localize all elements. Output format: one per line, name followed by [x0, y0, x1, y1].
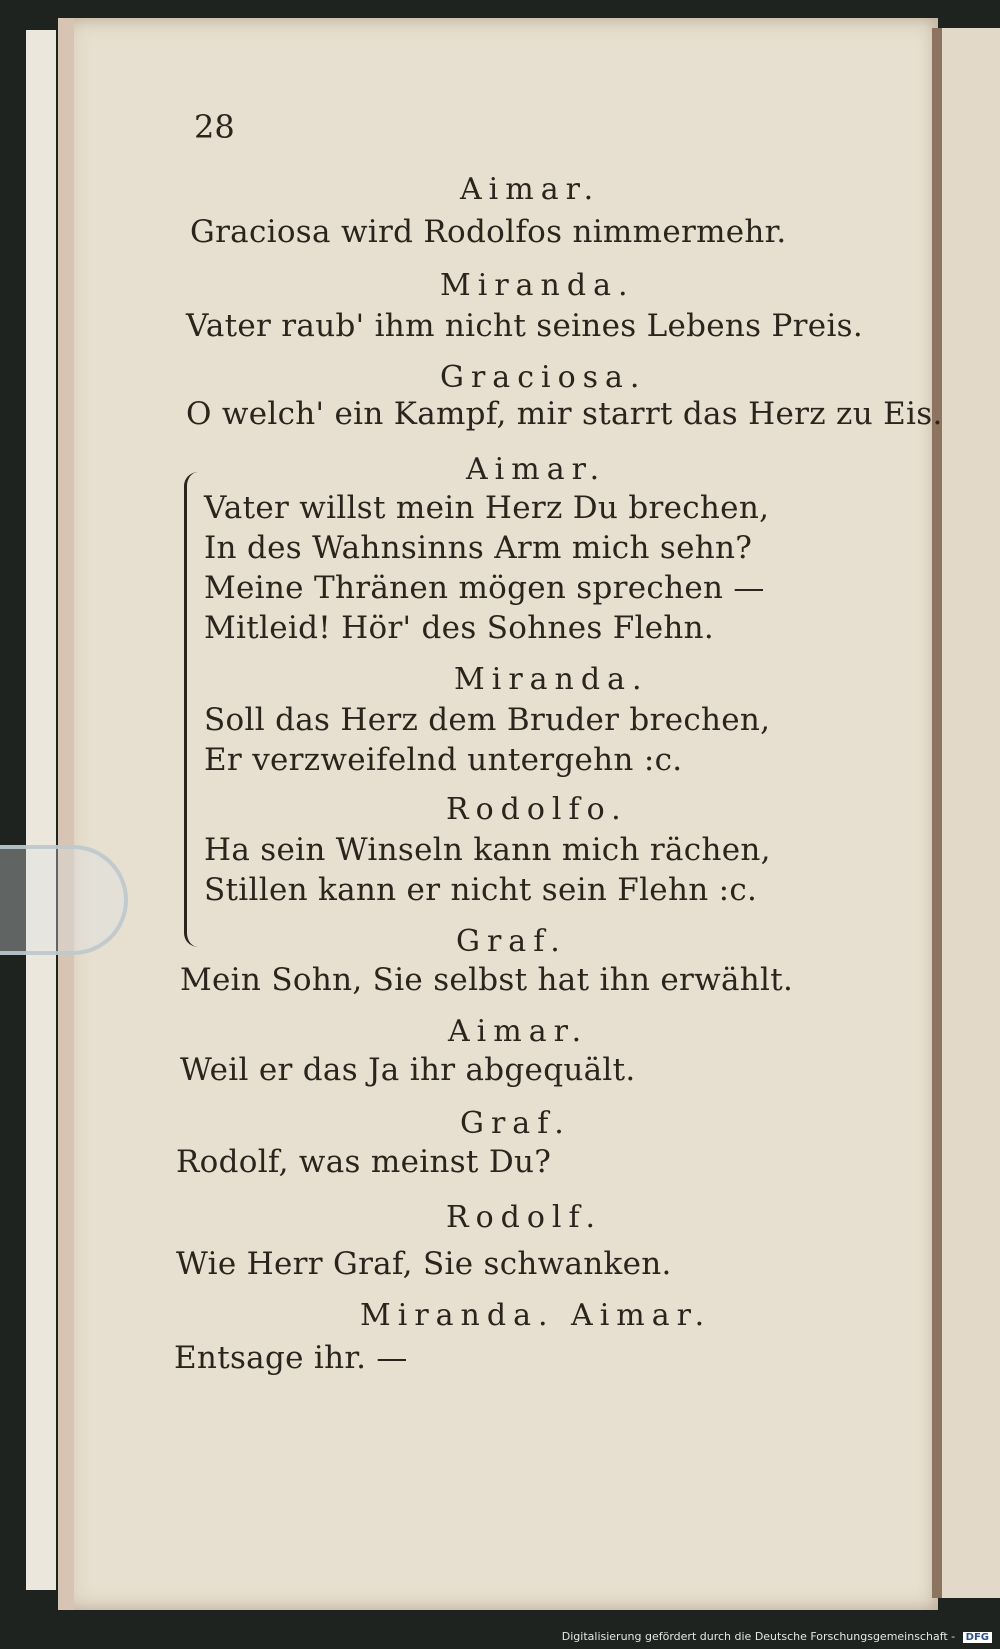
dialogue-line: Mein Sohn, Sie selbst hat ihn erwählt. [180, 962, 794, 998]
verse-brace [184, 472, 205, 947]
dialogue-line: Weil er das Ja ihr abgequält. [180, 1052, 636, 1088]
credit-text: Digitalisierung gefördert durch die Deutsche Forschungsgemeinschaft - [561, 1630, 956, 1643]
dialogue-line: Vater raub' ihm nicht seines Lebens Preis. [186, 308, 864, 344]
dialogue-line: Rodolf, was meinst Du? [176, 1144, 552, 1180]
book-gutter [932, 28, 942, 1598]
speaker-name: Graciosa. [440, 360, 647, 395]
speaker-name: Graf. [456, 924, 567, 959]
page-number: 28 [194, 108, 235, 146]
dialogue-line: Mitleid! Hör' des Sohnes Flehn. [204, 610, 715, 646]
speaker-name: Miranda. [440, 268, 635, 303]
speaker-name: Aimar. [460, 172, 601, 207]
speaker-name: Rodolf. [446, 1200, 603, 1235]
facing-page-edge [940, 28, 1000, 1598]
dialogue-line: Soll das Herz dem Bruder brechen, [204, 702, 771, 738]
dialogue-line: Vater willst mein Herz Du brechen, [204, 490, 770, 526]
dialogue-line: Stillen kann er nicht sein Flehn :c. [204, 872, 758, 908]
dialogue-line: Meine Thränen mögen sprechen — [204, 570, 765, 606]
dfg-logo: DFG [963, 1632, 992, 1643]
speaker-name: Rodolfo. [446, 792, 628, 827]
dialogue-line: In des Wahnsinns Arm mich sehn? [204, 530, 753, 566]
dialogue-line: Ha sein Winseln kann mich rächen, [204, 832, 771, 868]
speaker-name: Graf. [460, 1106, 571, 1141]
page-edge [58, 18, 74, 1610]
underlying-page [26, 30, 56, 1590]
dialogue-line: Graciosa wird Rodolfos nimmermehr. [190, 214, 787, 250]
dialogue-line: Er verzweifelnd untergehn :c. [204, 742, 683, 778]
speaker-name: Miranda. [454, 662, 649, 697]
digitization-credit [562, 1630, 992, 1643]
page-clip [0, 845, 128, 955]
dialogue-line: O welch' ein Kampf, mir starrt das Herz zu Eis. [186, 396, 943, 432]
speaker-name: Miranda. Aimar. [360, 1298, 712, 1333]
speaker-name: Aimar. [448, 1014, 589, 1049]
dialogue-line: Wie Herr Graf, Sie schwanken. [176, 1246, 672, 1282]
speaker-name: Aimar. [466, 452, 607, 487]
dialogue-line: Entsage ihr. — [174, 1340, 408, 1376]
